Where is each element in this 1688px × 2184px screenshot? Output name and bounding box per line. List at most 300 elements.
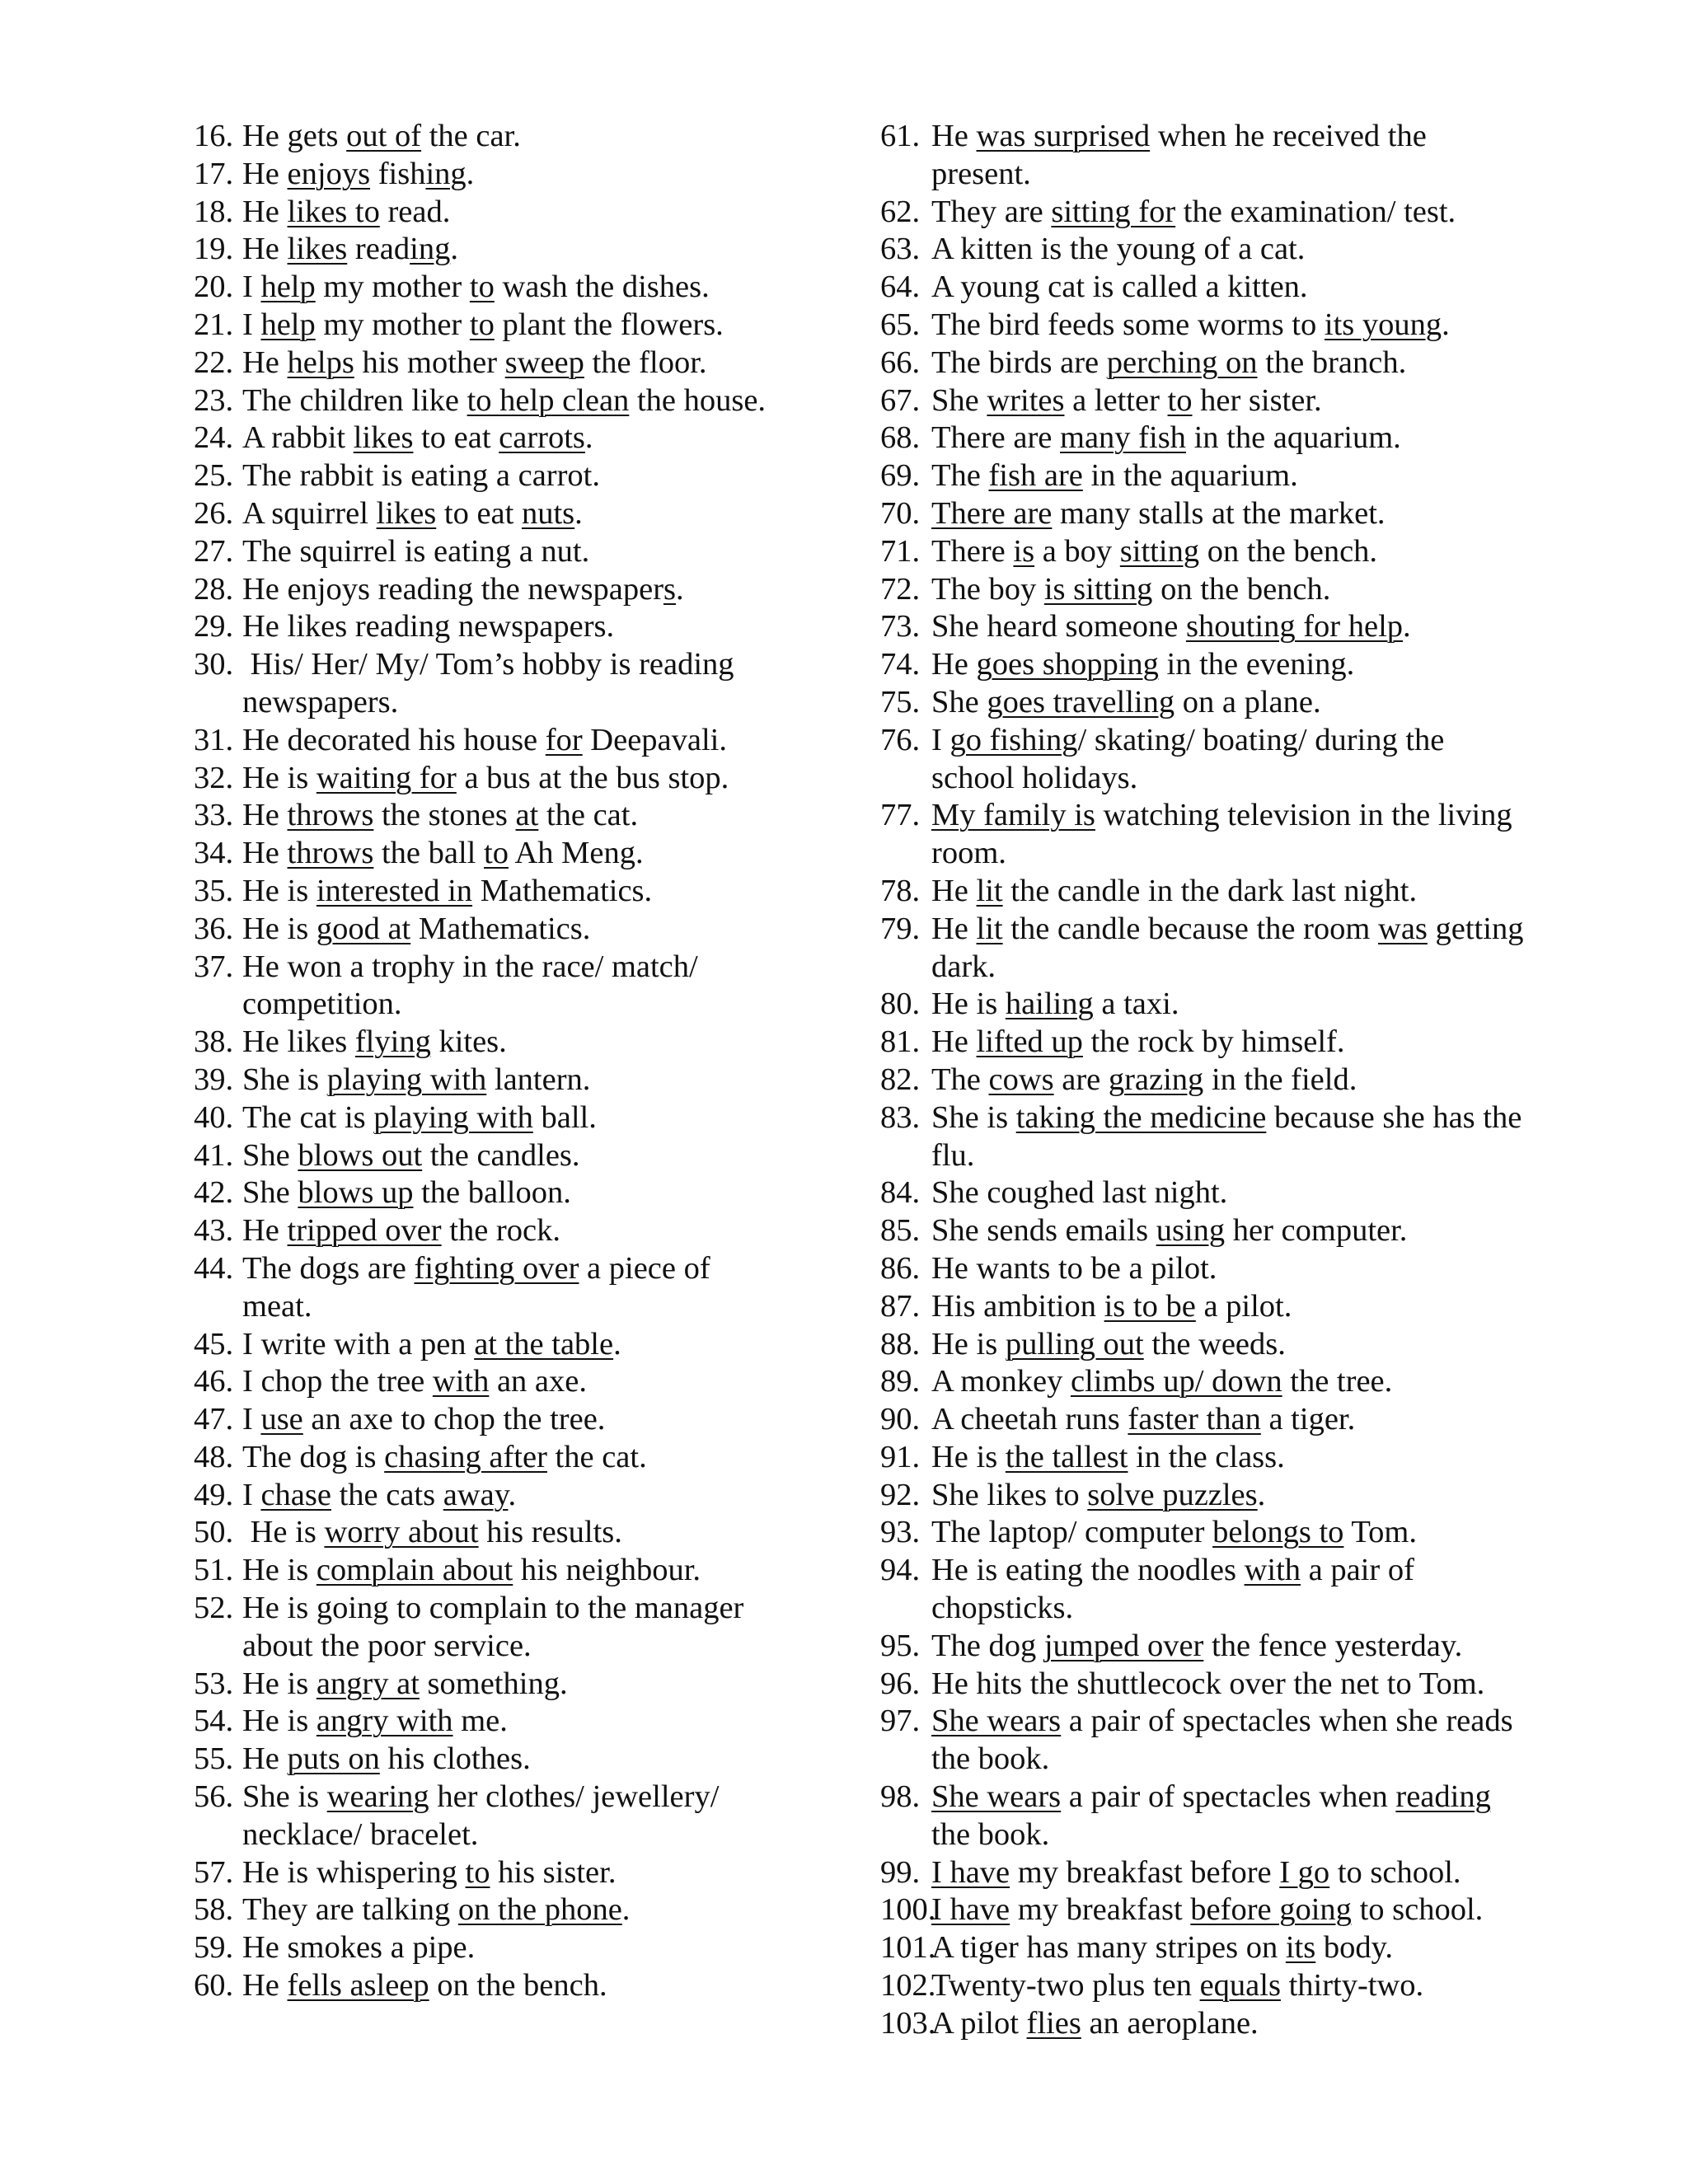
underlined-phrase: grazing <box>1108 1062 1204 1097</box>
text-segment: . <box>574 495 583 531</box>
underlined-phrase: puts on <box>287 1741 380 1777</box>
sentence-line <box>242 1666 853 1704</box>
item-number: 100. <box>880 1892 936 1928</box>
item-number: 24. <box>194 420 234 456</box>
sentence-line <box>242 1401 853 1439</box>
text-segment: The dog is <box>242 1439 385 1474</box>
item-number: 73. <box>880 609 921 644</box>
sentence-line <box>242 1439 853 1477</box>
sentence-item <box>880 1024 1564 1062</box>
sentence-line <box>931 1967 1564 2005</box>
underlined-phrase: fighting over <box>414 1250 579 1286</box>
item-number: 59. <box>194 1930 234 1966</box>
sentence-line <box>242 949 853 987</box>
sentence-line <box>242 1212 853 1250</box>
text-segment: The <box>931 458 989 494</box>
sentence-item <box>194 1137 853 1175</box>
sentence-item <box>194 1967 853 2005</box>
sentence-item <box>194 231 853 269</box>
text-segment: a letter <box>1064 382 1168 418</box>
underlined-phrase: ing <box>425 156 467 191</box>
sentence-line <box>242 118 853 156</box>
text-segment: the rock by himself. <box>1082 1024 1345 1060</box>
sentence-line <box>242 873 853 911</box>
sentence-line <box>931 1891 1564 1929</box>
text-segment: a pair of <box>1301 1553 1414 1588</box>
text-segment: I write with a pen <box>242 1326 475 1361</box>
text-segment: the cat. <box>538 798 639 833</box>
item-number: 87. <box>880 1288 921 1324</box>
sentence-line <box>242 1024 853 1062</box>
underlined-phrase: to <box>465 1854 490 1890</box>
text-segment: his clothes. <box>379 1741 531 1777</box>
text-segment: competition. <box>242 987 402 1022</box>
text-segment: He decorated his house <box>242 722 546 757</box>
underlined-phrase: was <box>1378 911 1428 946</box>
sentence-line <box>931 1326 1564 1364</box>
sentence-line <box>242 1174 853 1212</box>
underlined-phrase: playing with <box>326 1062 487 1097</box>
sentence-line <box>931 118 1564 156</box>
text-segment: . <box>584 420 593 456</box>
item-number: 91. <box>880 1439 921 1474</box>
sentence-item <box>194 1590 853 1666</box>
item-number: 46. <box>194 1364 234 1399</box>
sentence-line <box>931 646 1564 684</box>
text-segment: her computer. <box>1225 1213 1408 1249</box>
sentence-item <box>880 1552 1564 1628</box>
text-segment: chopsticks. <box>931 1591 1074 1626</box>
underlined-phrase: shouting for help <box>1185 609 1404 644</box>
text-segment: getting <box>1427 911 1524 946</box>
sentence-line <box>242 419 853 457</box>
item-number: 89. <box>880 1364 921 1399</box>
sentence-line <box>242 533 853 571</box>
item-number: 76. <box>880 722 921 757</box>
sentence-item <box>194 1174 853 1212</box>
text-segment: the book. <box>931 1816 1050 1852</box>
sentence-item <box>880 1250 1564 1288</box>
text-segment: . <box>1442 307 1450 342</box>
item-number: 32. <box>194 760 234 795</box>
text-segment: The cat is <box>242 1099 374 1135</box>
underlined-phrase: its <box>1285 1930 1316 1966</box>
text-segment: He <box>931 119 977 153</box>
underlined-phrase: its young <box>1324 307 1442 342</box>
sentence-line <box>242 1628 853 1666</box>
sentence-item <box>880 118 1564 194</box>
sentence-item <box>194 457 853 495</box>
sentence-item <box>880 646 1564 684</box>
underlined-phrase: to <box>1167 382 1193 418</box>
text-segment: . <box>450 232 458 267</box>
text-segment: on a plane. <box>1175 684 1321 719</box>
underlined-phrase: many fish <box>1060 420 1186 456</box>
text-segment: . <box>621 1892 631 1928</box>
text-segment: her sister. <box>1192 382 1322 418</box>
text-segment: There are <box>931 420 1061 456</box>
text-segment: He is <box>242 1553 316 1588</box>
item-number: 93. <box>880 1515 921 1550</box>
item-number: 27. <box>194 533 234 569</box>
text-segment: the examination/ test. <box>1175 194 1456 229</box>
sentence-line <box>931 1816 1564 1854</box>
item-number: 103. <box>880 2005 936 2041</box>
sentence-line <box>931 1628 1564 1666</box>
text-segment: my mother <box>315 269 470 305</box>
item-number: 90. <box>880 1402 921 1437</box>
sentence-line <box>931 1137 1564 1175</box>
text-segment: The laptop/ computer <box>931 1515 1213 1550</box>
underlined-phrase: goes shopping <box>976 647 1159 682</box>
sentence-item <box>880 1514 1564 1552</box>
sentence-item <box>880 1477 1564 1515</box>
text-segment: the candle because the room <box>1002 911 1379 946</box>
sentence-line <box>931 194 1564 232</box>
item-number: 97. <box>880 1704 921 1739</box>
text-segment: are <box>1053 1062 1109 1097</box>
text-segment: to school. <box>1329 1854 1461 1890</box>
sentence-line <box>931 2005 1564 2043</box>
sentence-item <box>194 608 853 646</box>
sentence-line <box>242 1062 853 1099</box>
text-segment: a boy <box>1034 533 1120 569</box>
underlined-phrase: sitting <box>1119 533 1200 569</box>
underlined-phrase: blows up <box>298 1175 414 1211</box>
sentence-item <box>194 1929 853 1967</box>
underlined-phrase: to <box>484 836 509 871</box>
sentence-line <box>931 949 1564 987</box>
text-segment: Twenty-two plus ten <box>931 1968 1200 2004</box>
text-segment: on the bench. <box>429 1968 607 2004</box>
text-segment: He is <box>242 1704 316 1739</box>
sentence-line <box>931 1062 1564 1099</box>
text-segment: The dogs are <box>242 1250 415 1286</box>
item-number: 31. <box>194 722 234 757</box>
sentence-line <box>931 1703 1564 1741</box>
sentence-item <box>194 1099 853 1137</box>
underlined-phrase: flying <box>354 1024 431 1060</box>
text-segment: . <box>466 156 475 191</box>
underlined-phrase: likes <box>353 420 414 456</box>
text-segment: lantern. <box>486 1062 591 1097</box>
sentence-item <box>880 1703 1564 1779</box>
sentence-item <box>880 382 1564 420</box>
text-segment: A young cat is called a kitten. <box>931 269 1308 305</box>
text-segment: She is <box>931 1099 1016 1135</box>
underlined-phrase: pulling out <box>1005 1326 1144 1361</box>
item-number: 44. <box>194 1250 234 1286</box>
text-segment: many stalls at the market. <box>1052 495 1386 531</box>
sentence-line <box>931 1590 1564 1628</box>
underlined-phrase: likes to <box>287 194 380 229</box>
sentence-item <box>880 1891 1564 1929</box>
sentence-item <box>880 1099 1564 1175</box>
text-segment: A monkey <box>931 1364 1071 1399</box>
item-number: 102. <box>880 1968 936 2004</box>
text-segment: He <box>931 911 977 946</box>
item-number: 75. <box>880 684 921 719</box>
underlined-phrase: at <box>515 798 539 833</box>
item-number: 16. <box>194 119 234 153</box>
sentence-item <box>194 419 853 457</box>
item-number: 58. <box>194 1892 234 1928</box>
underlined-phrase: use <box>260 1402 303 1437</box>
sentence-item <box>880 1401 1564 1439</box>
text-segment: He <box>242 344 288 380</box>
sentence-line <box>931 1250 1564 1288</box>
text-segment: the branch. <box>1257 344 1407 380</box>
sentence-item <box>194 1326 853 1364</box>
text-segment: necklace/ bracelet. <box>242 1816 479 1852</box>
underlined-phrase: s <box>663 571 676 607</box>
text-segment: an axe. <box>489 1364 587 1399</box>
sentence-item <box>880 1666 1564 1704</box>
underlined-phrase: is sitting <box>1043 571 1153 607</box>
sentence-line <box>242 1741 853 1779</box>
text-segment: the fence yesterday. <box>1203 1628 1463 1663</box>
text-segment: fish <box>370 156 426 191</box>
item-number: 40. <box>194 1099 234 1135</box>
sentence-item <box>880 1779 1564 1854</box>
underlined-phrase: throws <box>287 836 374 871</box>
text-segment: He <box>242 1213 288 1249</box>
underlined-phrase: complain about <box>316 1553 513 1588</box>
text-segment: . <box>676 571 684 607</box>
text-segment: He is <box>931 987 1006 1022</box>
sentence-line <box>931 608 1564 646</box>
text-segment: He wants to be a pilot. <box>931 1250 1217 1286</box>
item-number: 21. <box>194 307 234 342</box>
sentence-line <box>931 419 1564 457</box>
item-number: 68. <box>880 420 921 456</box>
sentence-item <box>880 1439 1564 1477</box>
sentence-item <box>880 797 1564 873</box>
sentence-item <box>194 118 853 156</box>
underlined-phrase: writes <box>987 382 1065 418</box>
text-segment: He won a trophy in the race/ match/ <box>242 949 698 984</box>
text-segment: a pair of spectacles when she reads <box>1061 1704 1513 1739</box>
underlined-phrase: I go <box>1279 1854 1330 1890</box>
text-segment: He is going to complain to the manager <box>242 1591 744 1626</box>
item-number: 64. <box>880 269 921 305</box>
sentence-line <box>931 382 1564 420</box>
underlined-phrase: help <box>260 307 316 342</box>
item-number: 74. <box>880 647 921 682</box>
text-segment: the candles. <box>422 1137 580 1173</box>
text-segment: She is <box>242 1062 327 1097</box>
item-number: 26. <box>194 495 234 531</box>
item-number: 70. <box>880 495 921 531</box>
sentence-line <box>242 231 853 269</box>
sentence-line <box>242 1703 853 1741</box>
text-segment: He <box>242 836 288 871</box>
item-number: 57. <box>194 1854 234 1890</box>
text-segment: a bus at the bus stop. <box>456 760 729 795</box>
sentence-item <box>194 269 853 307</box>
sentence-line <box>242 835 853 873</box>
sentence-line <box>931 533 1564 571</box>
sentence-item <box>880 269 1564 307</box>
sentence-line <box>931 1854 1564 1892</box>
text-segment: her clothes/ jewellery/ <box>429 1779 720 1815</box>
text-segment: She is <box>242 1779 327 1815</box>
sentence-item <box>194 1401 853 1439</box>
item-number: 72. <box>880 571 921 607</box>
text-segment: his results. <box>478 1515 622 1550</box>
text-segment: a taxi. <box>1093 987 1179 1022</box>
sentence-line <box>242 1099 853 1137</box>
underlined-phrase: waiting for <box>316 760 457 795</box>
text-segment: . <box>1257 1477 1266 1512</box>
underlined-phrase: chase <box>260 1477 331 1512</box>
underlined-phrase: She wears <box>931 1704 1062 1739</box>
underlined-phrase: lit <box>976 873 1003 908</box>
underlined-phrase: tripped over <box>287 1213 442 1249</box>
underlined-phrase: angry with <box>316 1704 453 1739</box>
item-number: 101. <box>880 1930 936 1966</box>
sentence-item <box>880 1062 1564 1099</box>
item-number: 92. <box>880 1477 921 1512</box>
text-segment: He <box>242 232 288 267</box>
text-segment: They are <box>931 194 1052 229</box>
sentence-line <box>242 1816 853 1854</box>
underlined-phrase: good at <box>316 911 411 946</box>
item-number: 67. <box>880 382 921 418</box>
sentence-item <box>880 911 1564 987</box>
sentence-line <box>931 1174 1564 1212</box>
underlined-phrase: enjoys <box>287 156 371 191</box>
text-segment: to eat <box>413 420 499 456</box>
text-segment: She <box>242 1137 298 1173</box>
text-segment: She <box>242 1175 298 1211</box>
text-segment: ball. <box>532 1099 597 1135</box>
sentence-item <box>194 1779 853 1854</box>
text-segment: A cheetah runs <box>931 1402 1128 1437</box>
text-segment: body. <box>1315 1930 1393 1966</box>
item-number: 63. <box>880 232 921 267</box>
text-segment: He likes reading newspapers. <box>242 609 615 644</box>
sentence-line <box>931 873 1564 911</box>
text-segment: The boy <box>931 571 1044 607</box>
text-segment: a pilot. <box>1195 1288 1292 1324</box>
sentence-line <box>931 1929 1564 1967</box>
underlined-phrase: playing with <box>373 1099 533 1135</box>
sentence-item <box>880 571 1564 609</box>
item-number: 41. <box>194 1137 234 1173</box>
text-segment: He <box>242 1741 288 1777</box>
sentence-item <box>194 344 853 382</box>
sentence-item <box>194 722 853 760</box>
item-number: 25. <box>194 458 234 494</box>
item-number: 66. <box>880 344 921 380</box>
sentence-line <box>242 1891 853 1929</box>
text-segment: on the bench. <box>1152 571 1331 607</box>
text-segment: He <box>931 1024 977 1060</box>
text-segment: He <box>242 798 288 833</box>
sentence-item <box>194 495 853 533</box>
text-segment: Ah Meng. <box>508 836 644 871</box>
text-segment: his sister. <box>490 1854 617 1890</box>
sentence-line <box>242 571 853 609</box>
sentence-item <box>880 419 1564 457</box>
sentence-line <box>931 1666 1564 1704</box>
text-segment: the balloon. <box>413 1175 571 1211</box>
sentence-item <box>194 571 853 609</box>
underlined-phrase: perching on <box>1106 344 1258 380</box>
sentence-line <box>931 231 1564 269</box>
sentence-item <box>194 1666 853 1704</box>
text-segment: . <box>613 1326 621 1361</box>
item-number: 53. <box>194 1666 234 1701</box>
text-segment: the book. <box>931 1741 1050 1777</box>
item-number: 17. <box>194 156 234 191</box>
text-segment: He <box>931 647 977 682</box>
underlined-phrase: cows <box>988 1062 1054 1097</box>
text-segment: in the evening. <box>1158 647 1355 682</box>
underlined-phrase: to <box>469 269 495 305</box>
item-number: 56. <box>194 1779 234 1815</box>
item-number: 62. <box>880 194 921 229</box>
text-segment: He is <box>242 911 316 946</box>
text-segment: He <box>242 156 288 191</box>
text-segment: A kitten is the young of a cat. <box>931 232 1306 267</box>
underlined-phrase: carrots <box>499 420 585 456</box>
item-number: 18. <box>194 194 234 229</box>
sentence-line <box>931 1514 1564 1552</box>
text-segment: something. <box>419 1666 568 1701</box>
text-segment: in the class. <box>1128 1439 1285 1474</box>
text-segment: the cat. <box>546 1439 647 1474</box>
text-segment: a pair of spectacles when <box>1061 1779 1396 1815</box>
text-segment: He gets <box>242 119 347 153</box>
sentence-item <box>880 1628 1564 1666</box>
text-segment: meat. <box>242 1288 312 1324</box>
sentence-line <box>242 722 853 760</box>
underlined-phrase: angry at <box>316 1666 420 1701</box>
sentence-item <box>880 495 1564 533</box>
sentence-item <box>194 1514 853 1552</box>
text-segment: The children like <box>242 382 467 418</box>
sentence-item <box>194 949 853 1024</box>
text-segment: His ambition <box>931 1288 1104 1324</box>
item-number: 34. <box>194 836 234 871</box>
sentence-line <box>242 1250 853 1288</box>
underlined-phrase: away <box>443 1477 509 1512</box>
sentence-line <box>242 307 853 344</box>
underlined-phrase: reading <box>1395 1779 1491 1815</box>
sentence-line <box>242 1854 853 1892</box>
item-number: 22. <box>194 344 234 380</box>
sentence-item <box>194 156 853 194</box>
sentence-line <box>242 1967 853 2005</box>
underlined-phrase: with <box>1244 1553 1301 1588</box>
sentence-item <box>880 608 1564 646</box>
text-segment: She likes to <box>931 1477 1088 1512</box>
sentence-item <box>194 873 853 911</box>
underlined-phrase: wearing <box>326 1779 429 1815</box>
text-segment: present. <box>931 156 1031 191</box>
text-segment: He hits the shuttlecock over the net to Tom. <box>931 1666 1485 1701</box>
underlined-phrase: taking the medicine <box>1015 1099 1267 1135</box>
text-segment: I <box>242 307 261 342</box>
sentence-line <box>242 1363 853 1401</box>
sentence-line <box>242 156 853 194</box>
sentence-item <box>880 2005 1564 2043</box>
text-segment: There <box>931 533 1014 569</box>
sentence-item <box>880 194 1564 232</box>
sentence-item <box>880 873 1564 911</box>
